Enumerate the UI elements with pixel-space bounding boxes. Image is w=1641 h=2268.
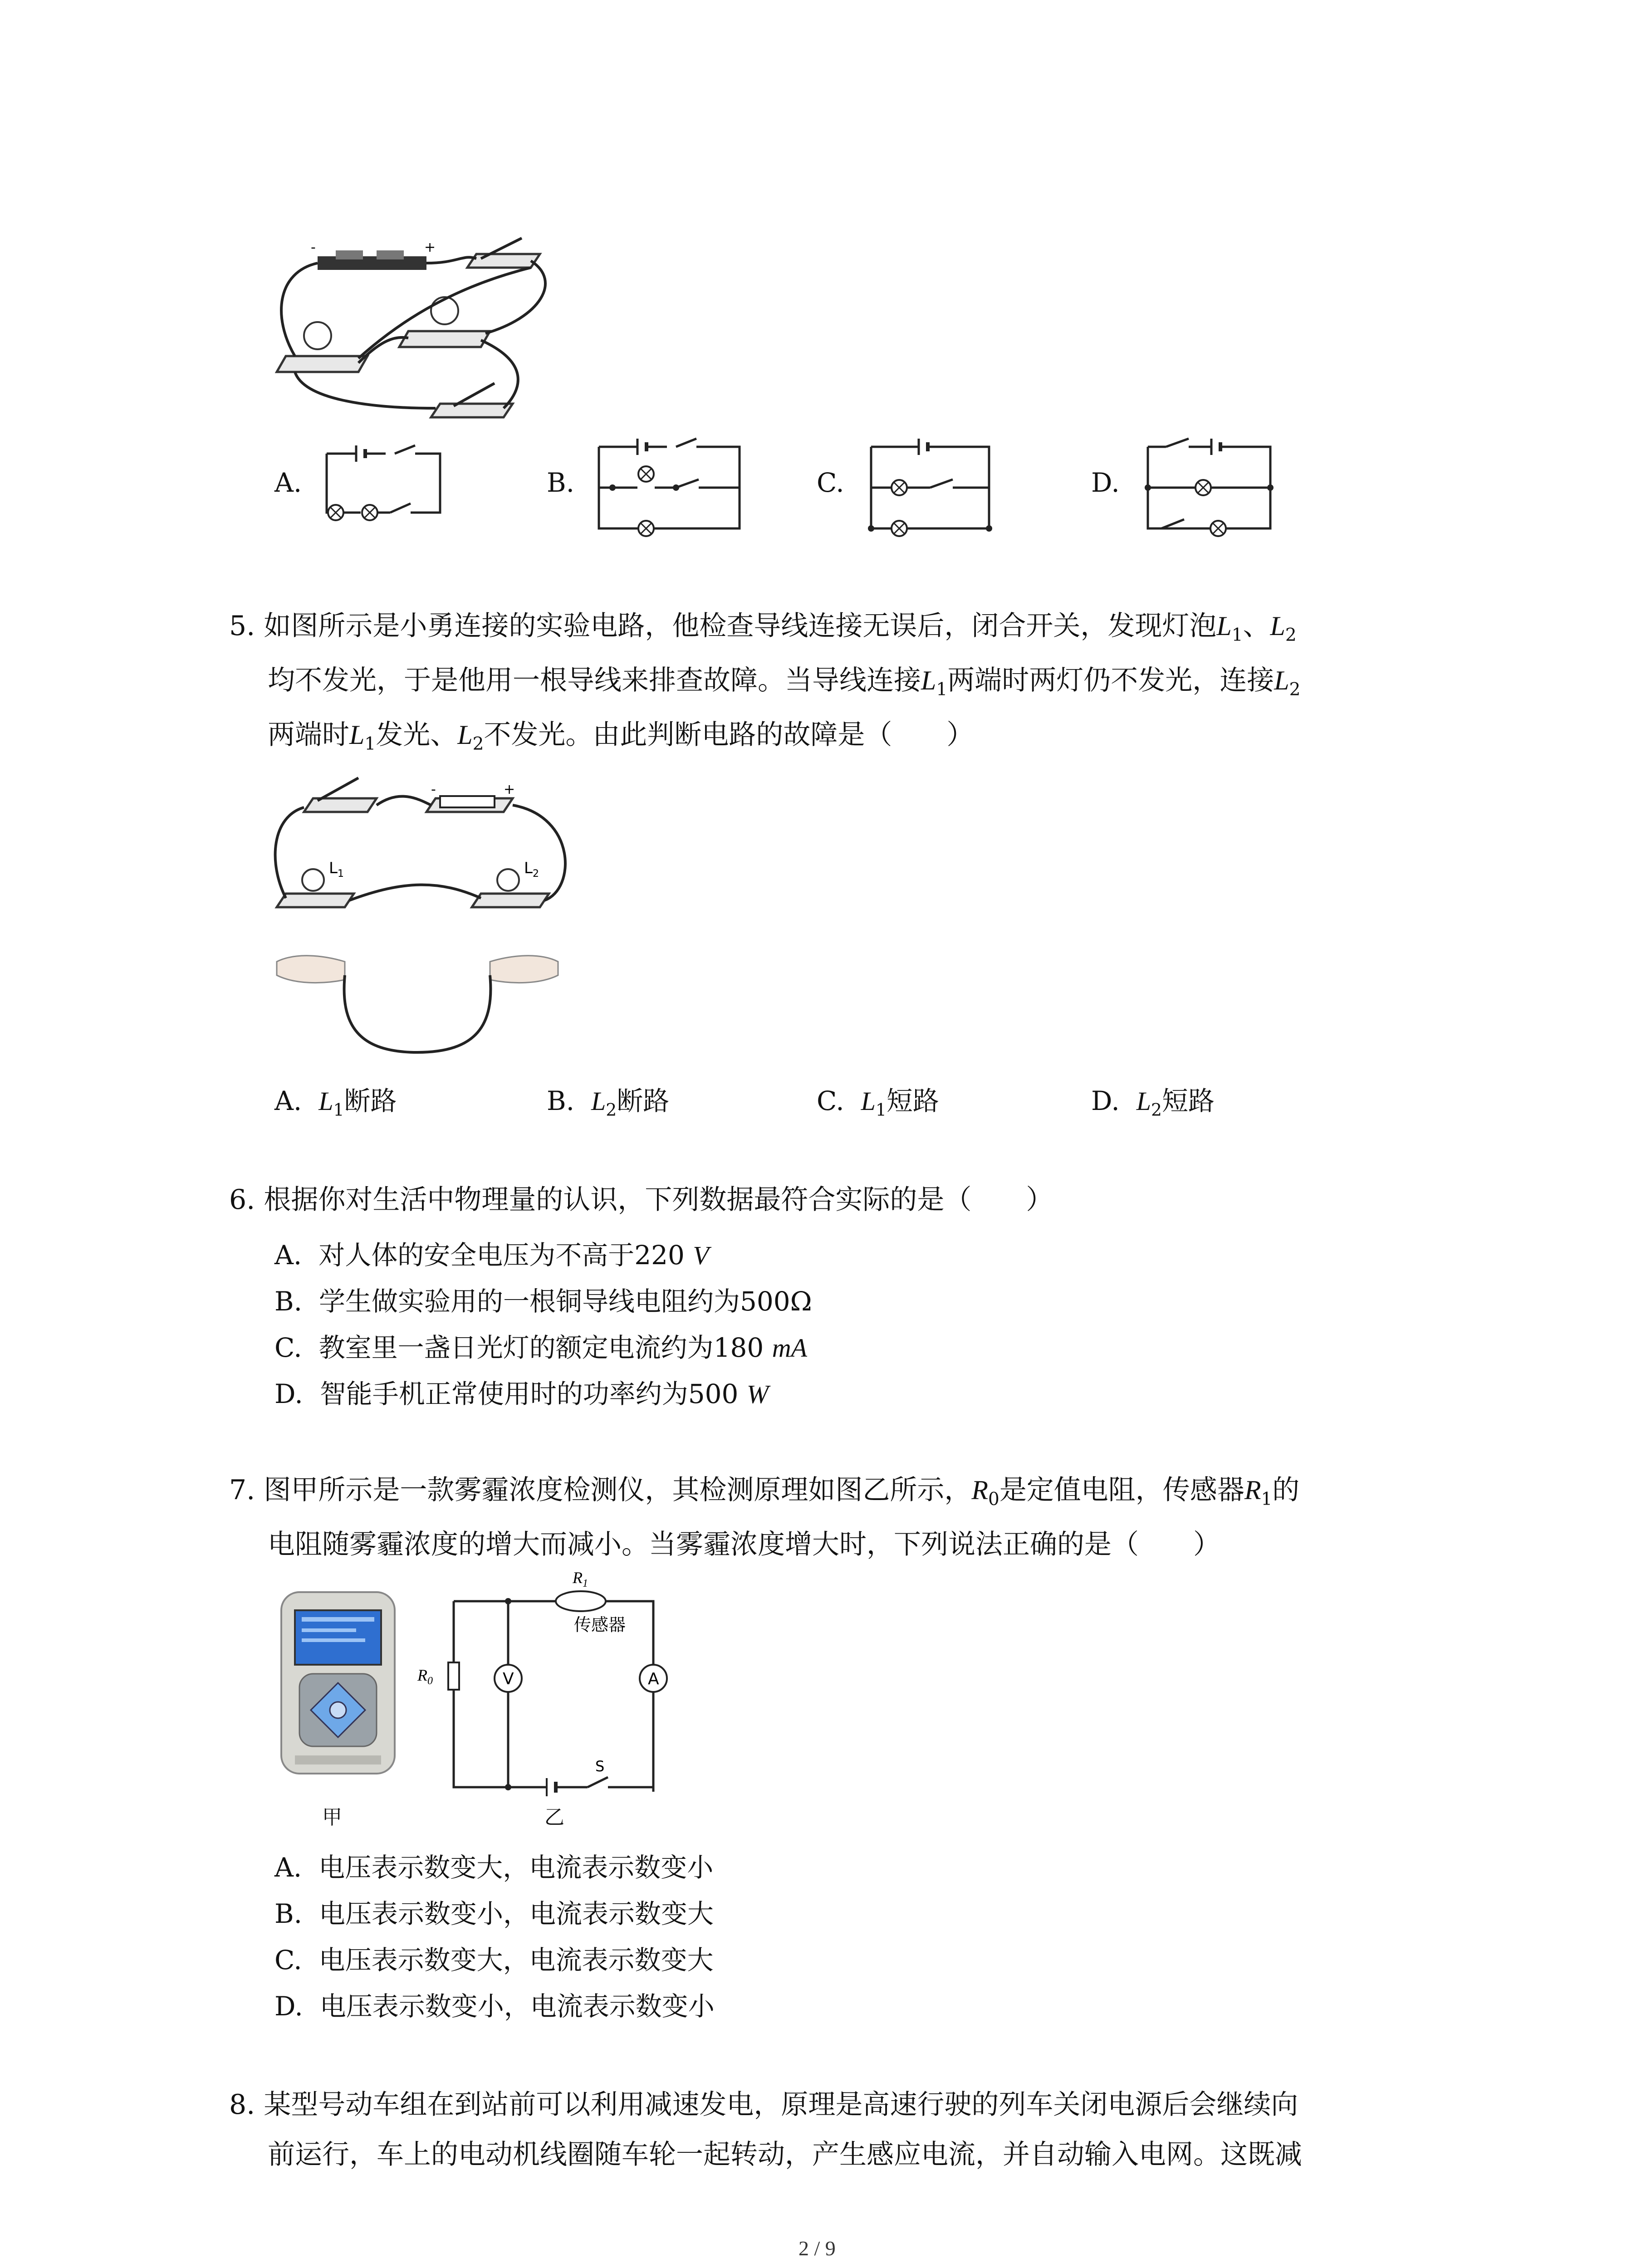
- svg-text:L2: $L_2$: [524, 859, 539, 880]
- q5-option-a[interactable]: A. $L_1$断路: [274, 1085, 397, 1120]
- q6-number: 6.: [229, 1184, 255, 1216]
- q7-fig-circuit: [417, 1565, 671, 1792]
- q5-option-d-text: 短路: [1162, 1085, 1215, 1116]
- q7-option-d-text: 电压表示数变小，电流表示数变小: [319, 1991, 715, 2022]
- q7-option-a-letter: A.: [274, 1852, 302, 1883]
- q7-fig-sensor-label: 传感器: [574, 1615, 626, 1635]
- q7-option-c-letter: C.: [274, 1945, 302, 1975]
- q6-option-a-letter: A.: [274, 1240, 302, 1271]
- q7-option-a-text: 电压表示数变大，电流表示数变小: [318, 1852, 714, 1883]
- q7-line-1: 7. 图甲所示是一款雾霾浓度检测仪，其检测原理如图乙所示，$R_0$是定值电阻，传感器$R_1$的: [229, 1474, 1300, 1510]
- q5-stem-part-2: 均不发光，于是他用一根导线来排查故障。当导线连接: [268, 665, 921, 696]
- q5-fig-l2: L: [524, 859, 533, 877]
- q7-stem-part-3: 的: [1272, 1474, 1300, 1506]
- q5-line-3: 两端时$L_1$发光、$L_2$不发光。由此判断电路的故障是（ ）: [268, 719, 974, 754]
- q7-stem-part-1: 图甲所示是一款雾霾浓度检测仪，其检测原理如图乙所示，: [264, 1474, 972, 1506]
- q5-option-b-letter: B.: [547, 1085, 575, 1116]
- q7-option-d-letter: D.: [274, 1991, 303, 2022]
- q6-option-d-text: 智能手机正常使用时的功率约为500: [319, 1378, 747, 1409]
- q6-option-c[interactable]: [274, 1326, 807, 1364]
- q4-option-a-letter[interactable]: A.: [274, 467, 302, 498]
- q6-option-b-text: 学生做实验用的一根铜导线电阻约为500Ω: [318, 1286, 812, 1317]
- q6-option-d-unit: W: [746, 1379, 769, 1409]
- q5-option-a-text: 断路: [344, 1085, 397, 1116]
- q7-fig-r1: R: [573, 1569, 583, 1587]
- q5-physical-circuit-figure: [268, 771, 576, 1070]
- q5-stem-part-6: 不发光。由此判断电路的故障是（ ）: [484, 719, 974, 751]
- q7-fig-device: [277, 1588, 399, 1783]
- q7-number: 7.: [229, 1474, 255, 1506]
- q8-line-2: [268, 2141, 1302, 2168]
- q6-option-c-unit: mA: [772, 1333, 808, 1363]
- q6-option-b-letter: B.: [274, 1286, 303, 1317]
- q5-stem-part-1: 如图所示是小勇连接的实验电路，他检查导线连接无误后，闭合开关，发现灯泡: [264, 610, 1217, 642]
- q4-option-b-circuit: [594, 438, 744, 540]
- q7-fig-label-jia: 甲: [322, 1806, 342, 1829]
- q7-stem-part-2: 是定值电阻，传感器: [999, 1474, 1244, 1506]
- svg-text:+: +: [424, 240, 436, 255]
- q4-option-a-circuit: [318, 445, 449, 522]
- page-number: 2 / 9: [798, 2237, 836, 2260]
- q7-option-b[interactable]: [274, 1892, 714, 1931]
- q7-line-2: [268, 1531, 1220, 1558]
- q7-option-d[interactable]: [274, 1985, 715, 2023]
- q5-option-c-text: 短路: [886, 1085, 939, 1116]
- q6-option-d-letter: D.: [274, 1378, 303, 1409]
- q8-stem-part-1: 某型号动车组在到站前可以利用减速发电，原理是高速行驶的列车关闭电源后会继续向: [264, 2089, 1298, 2121]
- q7-stem-part-4: 电阻随雾霾浓度的增大而减小。当雾霾浓度增大时，下列说法正确的是（ ）: [268, 1529, 1220, 1560]
- q6-stem-text: 根据你对生活中物理量的认识，下列数据最符合实际的是（ ）: [264, 1184, 1053, 1216]
- q6-option-c-text: 教室里一盏日光灯的额定电流约为180: [318, 1332, 772, 1363]
- q5-option-d[interactable]: D. $L_2$短路: [1091, 1085, 1215, 1120]
- q8-line-1: [229, 2089, 1298, 2121]
- q5-stem-part-3: 两端时两灯仍不发光，连接: [947, 665, 1274, 696]
- q6-option-a-unit: V: [693, 1241, 709, 1270]
- q4-physical-circuit-figure: [268, 227, 558, 431]
- svg-text:R1: $R_1$: [573, 1569, 588, 1589]
- q6-stem: [229, 1184, 1053, 1216]
- q8-stem-part-2: 前运行，车上的电动机线圈随车轮一起转动，产生感应电流，并自动输入电网。这既减: [268, 2139, 1302, 2170]
- q7-fig-label-yi: 乙: [544, 1806, 564, 1829]
- q5-stem-part-4: 两端时: [268, 719, 349, 751]
- q4-option-c-circuit: [867, 438, 998, 540]
- q7-option-c[interactable]: [274, 1939, 714, 1977]
- svg-text:L1: $L_1$: [329, 859, 344, 880]
- q5-fig-l1: L: [329, 859, 338, 877]
- q5-line-1: 5. 如图所示是小勇连接的实验电路，他检查导线连接无误后，闭合开关，发现灯泡$L_1$、$L_2$: [229, 610, 1297, 645]
- q4-option-d-letter[interactable]: D.: [1091, 467, 1120, 498]
- q4-option-d-circuit: [1143, 438, 1279, 540]
- q6-option-d[interactable]: [274, 1373, 769, 1411]
- q6-option-c-letter: C.: [274, 1332, 302, 1363]
- q7-fig-ammeter: A: [648, 1670, 659, 1688]
- q7-fig-r0: R: [417, 1666, 427, 1684]
- q5-number: 5.: [229, 610, 255, 642]
- q5-option-b-text: 断路: [617, 1085, 670, 1116]
- q7-option-b-letter: B.: [274, 1898, 303, 1929]
- q5-line-2: 均不发光，于是他用一根导线来排查故障。当导线连接$L_1$两端时两灯仍不发光，连接$L_2$: [268, 665, 1301, 700]
- svg-text:-: -: [311, 240, 316, 255]
- q7-option-a[interactable]: [274, 1846, 713, 1884]
- q5-option-d-letter: D.: [1091, 1085, 1120, 1116]
- q7-option-b-text: 电压表示数变小，电流表示数变大: [318, 1898, 714, 1929]
- q5-fig-plus: +: [504, 782, 515, 797]
- q5-option-b[interactable]: B. $L_2$断路: [547, 1085, 670, 1120]
- svg-text:R0: $R_0$: [417, 1666, 433, 1687]
- q4-option-c-letter[interactable]: C.: [817, 467, 844, 498]
- q7-fig-voltmeter: V: [503, 1670, 514, 1688]
- q8-number: 8.: [229, 2089, 255, 2121]
- q5-option-a-letter: A.: [274, 1085, 302, 1116]
- q6-option-a-text: 对人体的安全电压为不高于220: [318, 1240, 693, 1271]
- q7-fig-switch: S: [595, 1758, 605, 1775]
- q6-option-a[interactable]: [274, 1234, 709, 1272]
- q5-fig-minus: -: [431, 782, 436, 797]
- q5-option-c-letter: C.: [817, 1085, 844, 1116]
- q4-option-b-letter[interactable]: B.: [547, 467, 575, 498]
- q6-option-b[interactable]: [274, 1280, 812, 1318]
- q7-option-c-text: 电压表示数变大，电流表示数变大: [318, 1945, 714, 1975]
- q5-option-c[interactable]: C. $L_1$短路: [817, 1085, 939, 1120]
- q5-stem-part-5: 发光、: [376, 719, 458, 751]
